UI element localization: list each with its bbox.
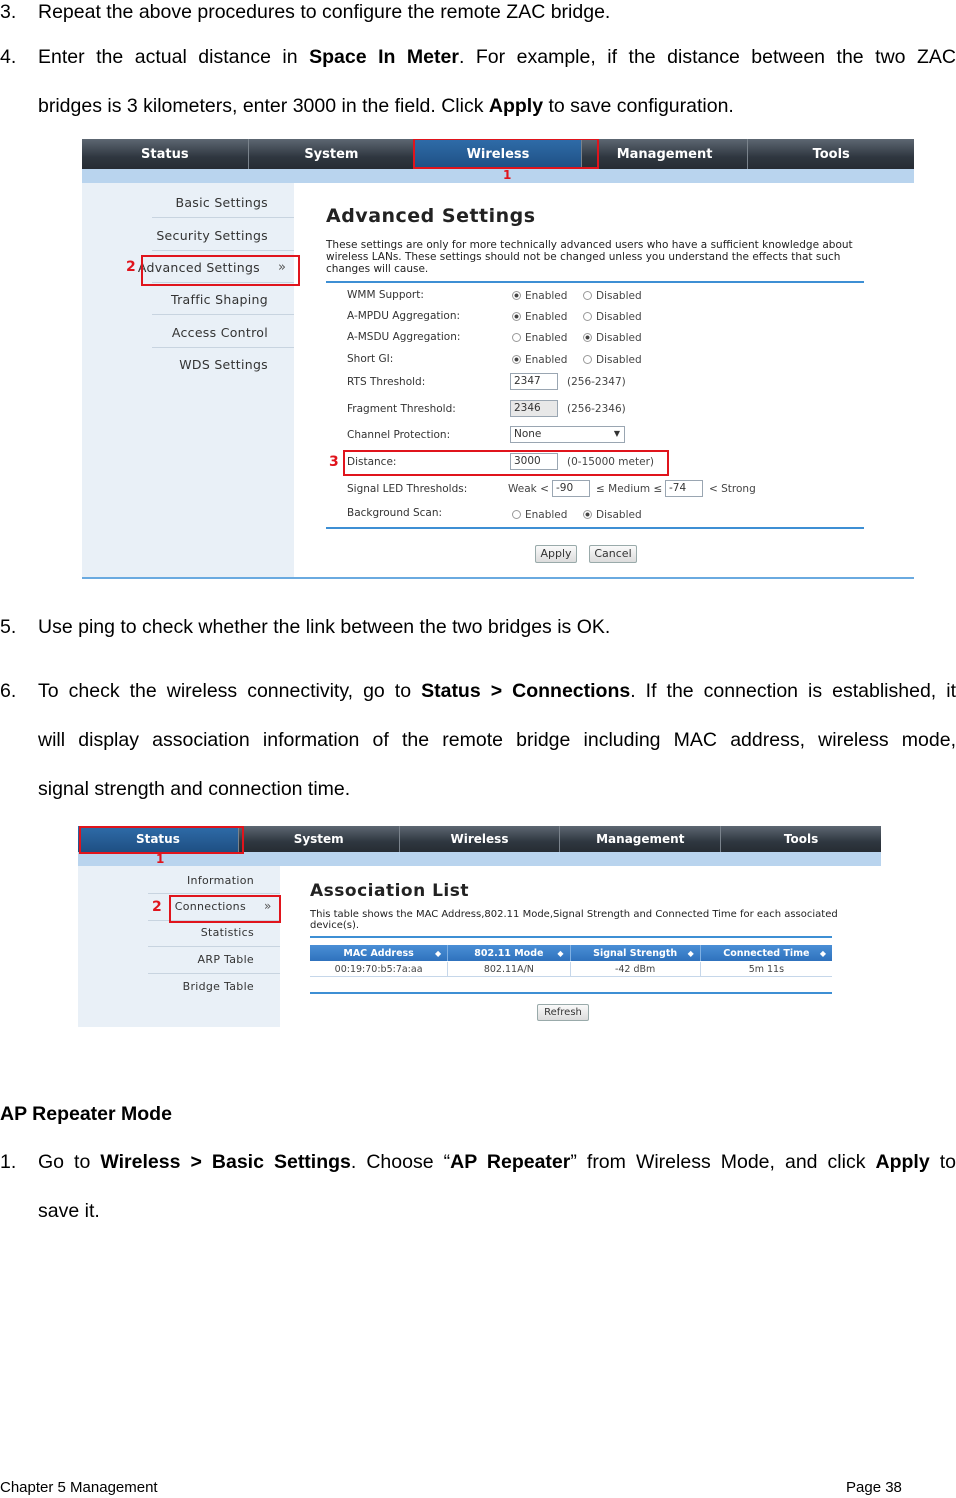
led-strong-input[interactable]: -74 xyxy=(665,480,703,497)
page-title: Association List xyxy=(310,881,470,901)
tab-system[interactable]: System xyxy=(249,139,416,169)
highlight-connections xyxy=(169,895,281,923)
tab-wireless[interactable]: Wireless xyxy=(400,826,561,852)
double-chevron-icon: » xyxy=(278,260,286,275)
double-chevron-icon: » xyxy=(264,899,272,913)
dropdown-arrow-icon[interactable]: ▼ xyxy=(613,429,620,438)
step-number: 3. xyxy=(0,1,17,23)
radio-icon[interactable] xyxy=(583,510,592,519)
radio-icon[interactable] xyxy=(583,312,592,321)
page-description: This table shows the MAC Address,802.11 Mode,Signal Strength and Connected Time for each associated device(s). xyxy=(310,909,838,931)
advanced-settings-screenshot xyxy=(82,139,914,579)
step-6-line3: signal strength and connection time. xyxy=(38,778,351,800)
sidebar-item-wds-settings[interactable]: WDS Settings xyxy=(179,357,268,372)
radio-icon[interactable] xyxy=(512,291,521,300)
option-label: Disabled xyxy=(596,290,642,302)
step-text-line1 xyxy=(38,45,956,69)
option-label: Disabled xyxy=(596,354,642,366)
highlight-distance xyxy=(343,450,669,476)
radio-icon[interactable] xyxy=(512,312,521,321)
option-label: Disabled xyxy=(596,332,642,344)
ampdu-label: A-MPDU Aggregation: xyxy=(347,310,461,322)
sidebar-item-connections[interactable]: Connections xyxy=(174,900,246,913)
step-text: Repeat the above procedures to configure the remote ZAC bridge. xyxy=(38,1,611,23)
step-text: to xyxy=(929,1151,956,1173)
bg-disabled[interactable] xyxy=(583,509,642,521)
channel-protection-select[interactable] xyxy=(510,426,625,443)
short-gi-disabled[interactable] xyxy=(583,354,642,366)
sidebar-item-arp-table[interactable]: ARP Table xyxy=(197,953,254,966)
column-signal-strength[interactable] xyxy=(571,945,701,961)
step-text: bridges is 3 kilometers, enter 3000 in the field. Click xyxy=(38,95,489,117)
sidebar-item-access-control[interactable]: Access Control xyxy=(171,325,268,340)
channel-protection-label: Channel Protection: xyxy=(347,429,451,441)
wmm-enabled[interactable] xyxy=(512,290,567,302)
radio-icon[interactable] xyxy=(583,291,592,300)
rts-range: (256-2347) xyxy=(567,376,626,388)
highlight-wireless-tab xyxy=(413,139,599,169)
sidebar-item-bridge-table[interactable]: Bridge Table xyxy=(182,980,254,993)
step-6-line2: will display association information of the remote bridge including MAC address, wireless mode, xyxy=(38,729,956,751)
section-heading: AP Repeater Mode xyxy=(0,1103,172,1125)
radio-icon[interactable] xyxy=(583,355,592,364)
sort-icon[interactable]: ◆ xyxy=(819,948,826,958)
signal-led-label: Signal LED Thresholds: xyxy=(347,483,468,495)
footer-page-number: Page 38 xyxy=(846,1479,902,1496)
step-text: to save configuration. xyxy=(543,95,734,117)
step-number: 1. xyxy=(0,1151,17,1173)
menu-path: Wireless > Basic Settings xyxy=(100,1151,351,1173)
column-802-11-mode[interactable] xyxy=(448,945,570,961)
menu-path: Status > Connections xyxy=(421,680,631,702)
bottom-border xyxy=(82,577,914,579)
association-list-screenshot xyxy=(78,826,881,1027)
column-label: MAC Address xyxy=(343,947,414,959)
option-label: Enabled xyxy=(525,354,568,366)
option-label: Disabled xyxy=(596,311,642,323)
tab-wireless[interactable]: Wireless xyxy=(415,139,582,169)
wmm-label: WMM Support: xyxy=(347,289,424,301)
sidebar-divider xyxy=(148,893,280,894)
column-label: 802.11 Mode xyxy=(474,947,544,959)
sidebar-divider xyxy=(148,973,280,974)
rts-input[interactable]: 2347 xyxy=(510,373,558,390)
step-text: . For example, if the distance between the two ZAC xyxy=(458,46,956,68)
refresh-button[interactable]: Refresh xyxy=(537,1004,589,1021)
tab-status[interactable]: Status xyxy=(82,139,249,169)
radio-icon[interactable] xyxy=(512,355,521,364)
sidebar-divider xyxy=(152,314,294,315)
distance-label: Distance: xyxy=(347,456,397,468)
background-scan-label: Background Scan: xyxy=(347,507,443,519)
sidebar xyxy=(78,866,280,1027)
option-label: Disabled xyxy=(596,509,642,521)
cell-mac: 00:19:70:b5:7a:aa xyxy=(310,962,448,976)
fragment-label: Fragment Threshold: xyxy=(347,403,456,415)
marker-1: 1 xyxy=(156,852,165,866)
column-mac-address[interactable] xyxy=(310,945,448,961)
sidebar-item-information[interactable]: Information xyxy=(187,874,254,887)
rts-label: RTS Threshold: xyxy=(347,376,426,388)
highlight-status-tab xyxy=(79,826,244,854)
cancel-button[interactable]: Cancel xyxy=(589,545,637,563)
radio-icon[interactable] xyxy=(512,510,521,519)
sort-icon[interactable]: ◆ xyxy=(435,948,442,958)
column-connected-time[interactable] xyxy=(701,945,832,961)
sidebar-item-advanced-settings[interactable]: Advanced Settings xyxy=(137,260,260,275)
sidebar-item-traffic-shaping[interactable]: Traffic Shaping xyxy=(171,292,268,307)
step-text-line1 xyxy=(38,679,956,703)
sidebar-item-basic-settings[interactable]: Basic Settings xyxy=(175,195,268,210)
option-label: Enabled xyxy=(525,290,568,302)
button-name: Apply xyxy=(875,1151,930,1173)
short-gi-label: Short GI: xyxy=(347,353,394,365)
marker-2: 2 xyxy=(152,899,162,915)
led-weak: Weak < xyxy=(508,483,549,495)
step-text-line1 xyxy=(38,1150,956,1174)
step-text: ” from Wireless Mode, and click xyxy=(570,1151,876,1173)
step-4-line2 xyxy=(38,94,734,118)
sidebar-item-security-settings[interactable]: Security Settings xyxy=(156,228,268,243)
section-divider xyxy=(310,992,832,994)
sort-icon[interactable]: ◆ xyxy=(687,948,694,958)
select-value: None xyxy=(514,428,542,440)
sort-icon[interactable]: ◆ xyxy=(557,948,564,958)
step-number: 5. xyxy=(0,616,17,638)
nav-strip xyxy=(78,852,881,866)
tab-status[interactable]: Status xyxy=(78,826,239,852)
section-divider xyxy=(326,527,864,529)
step-number: 4. xyxy=(0,46,17,68)
tab-management[interactable]: Management xyxy=(582,139,749,169)
led-strong: < Strong xyxy=(709,483,756,495)
tab-system[interactable]: System xyxy=(239,826,400,852)
table-header xyxy=(310,945,832,961)
column-label: Connected Time xyxy=(723,947,810,959)
tab-management[interactable]: Management xyxy=(560,826,721,852)
mode-name: AP Repeater xyxy=(450,1151,571,1173)
sidebar-divider xyxy=(152,217,294,218)
nav-strip xyxy=(82,169,914,183)
button-name: Apply xyxy=(488,95,544,117)
distance-input[interactable]: 3000 xyxy=(510,453,558,470)
sidebar xyxy=(82,183,294,579)
ampdu-enabled[interactable] xyxy=(512,311,567,323)
step-text: . Choose “ xyxy=(350,1151,451,1173)
led-weak-input[interactable]: -90 xyxy=(552,480,590,497)
step-text: Enter the actual distance in xyxy=(38,46,310,68)
sidebar-divider xyxy=(148,946,280,947)
marker-1: 1 xyxy=(503,168,512,182)
step-text: Go to xyxy=(38,1151,101,1173)
sidebar-divider xyxy=(152,250,294,251)
page-description: These settings are only for more technically advanced users who have a sufficient knowledge about wireless LANs. These settings should not be changed unless you understand the effects that such changes will cause. xyxy=(326,239,853,275)
table-row xyxy=(310,962,832,977)
short-gi-enabled[interactable] xyxy=(512,354,567,366)
sidebar-divider xyxy=(152,347,294,348)
sidebar-item-statistics[interactable]: Statistics xyxy=(200,926,254,939)
bg-enabled[interactable] xyxy=(512,509,567,521)
radio-icon[interactable] xyxy=(583,333,592,342)
section-divider xyxy=(326,281,864,283)
step-1-line2: save it. xyxy=(38,1200,100,1222)
step-number: 6. xyxy=(0,680,17,702)
step-text: Use ping to check whether the link between the two bridges is OK. xyxy=(38,616,611,638)
highlight-advanced-settings xyxy=(141,255,300,286)
amsdu-label: A-MSDU Aggregation: xyxy=(347,331,461,343)
distance-range: (0-15000 meter) xyxy=(567,456,654,468)
tab-tools[interactable]: Tools xyxy=(783,832,819,846)
amsdu-disabled[interactable] xyxy=(583,332,642,344)
cell-time: 5m 11s xyxy=(748,963,785,975)
cell-signal: -42 dBm xyxy=(571,962,701,976)
field-name: Space In Meter xyxy=(309,46,459,68)
marker-3: 3 xyxy=(329,454,339,470)
tab-tools[interactable]: Tools xyxy=(812,146,850,162)
content-panel xyxy=(280,866,881,1027)
marker-2: 2 xyxy=(126,259,136,275)
step-text: . If the connection is established, it xyxy=(630,680,956,702)
content-panel xyxy=(294,183,914,579)
fragment-input[interactable]: 2346 xyxy=(510,400,558,417)
cell-mode: 802.11A/N xyxy=(448,962,570,976)
ampdu-disabled[interactable] xyxy=(583,311,642,323)
led-medium: ≤ Medium ≤ xyxy=(596,483,663,495)
option-label: Enabled xyxy=(525,332,568,344)
amsdu-enabled[interactable] xyxy=(512,332,567,344)
section-divider xyxy=(310,936,832,938)
page-title: Advanced Settings xyxy=(326,205,536,227)
option-label: Enabled xyxy=(525,509,568,521)
radio-icon[interactable] xyxy=(512,333,521,342)
column-label: Signal Strength xyxy=(593,947,678,959)
step-text: To check the wireless connectivity, go to xyxy=(38,680,422,702)
wmm-disabled[interactable] xyxy=(583,290,642,302)
option-label: Enabled xyxy=(525,311,568,323)
fragment-range: (256-2346) xyxy=(567,403,626,415)
footer-chapter: Chapter 5 Management xyxy=(0,1479,158,1496)
apply-button[interactable]: Apply xyxy=(535,545,577,563)
